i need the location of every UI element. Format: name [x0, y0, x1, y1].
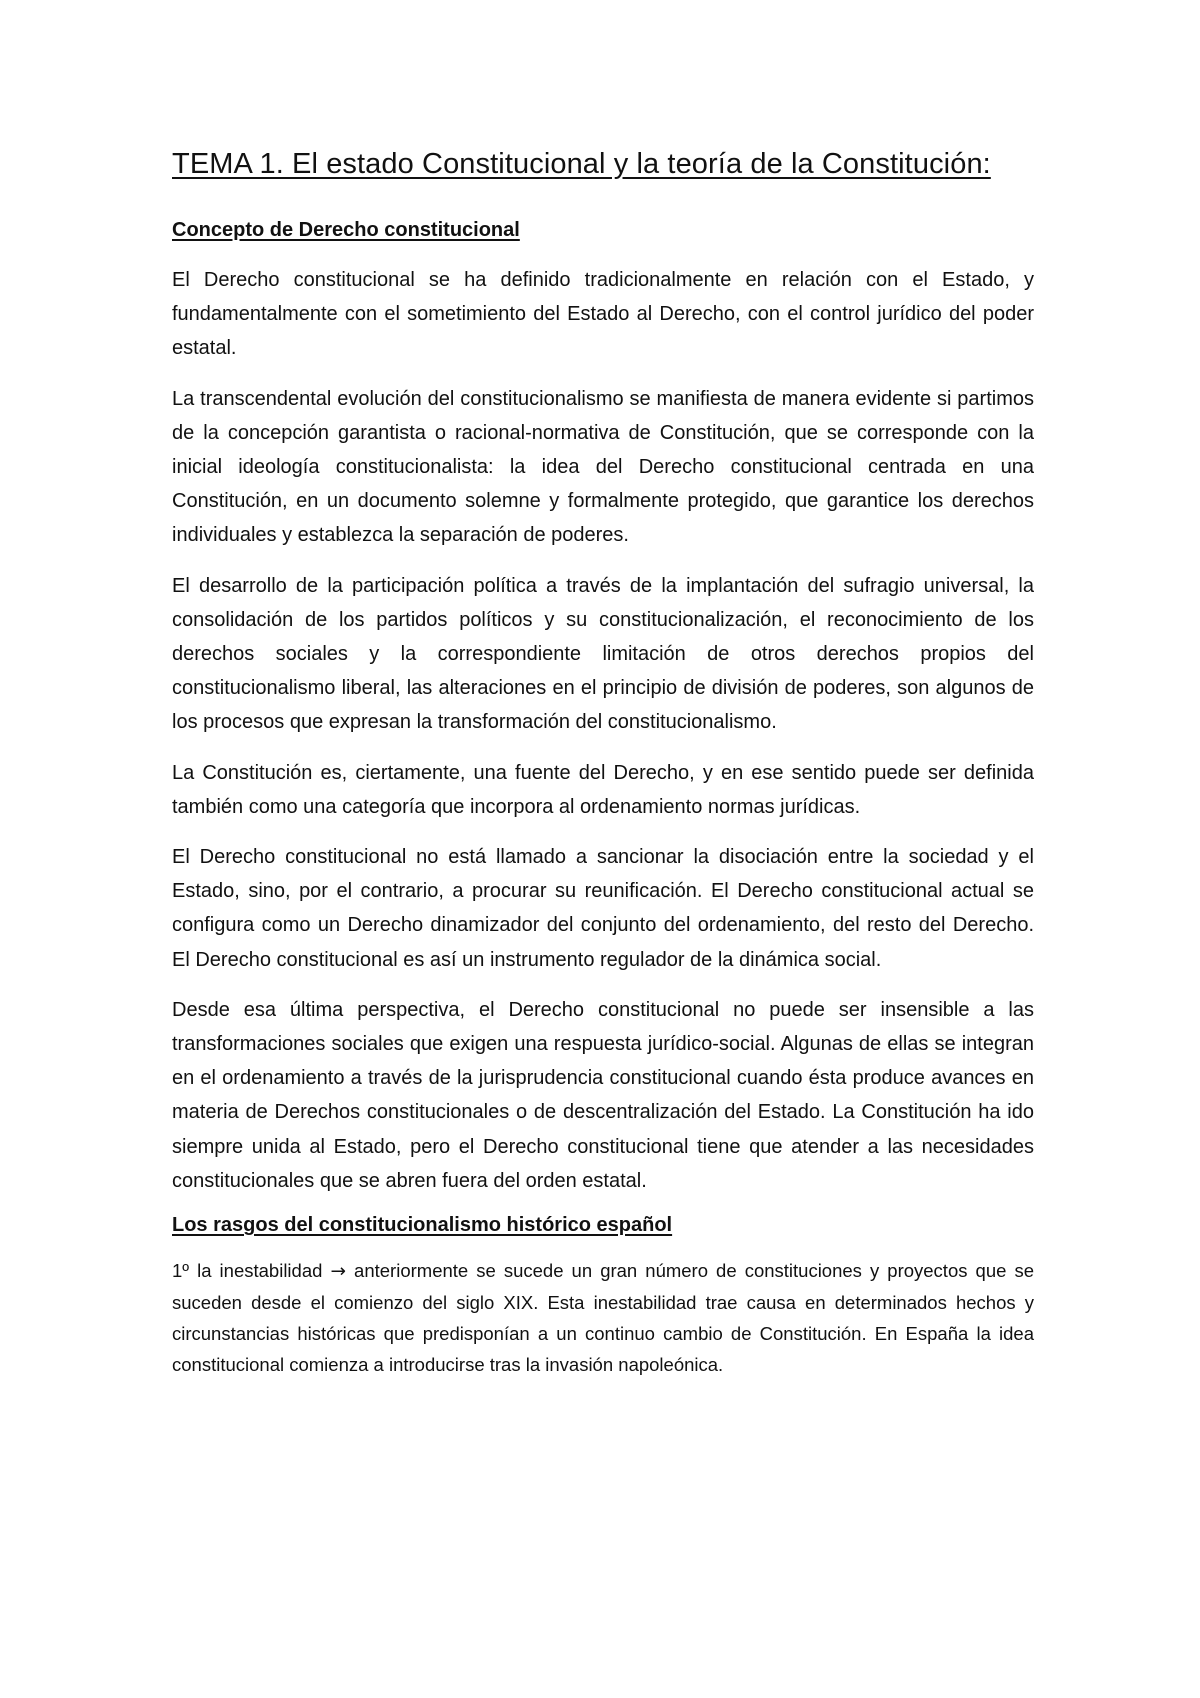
rasgo-item-lead: 1º la inestabilidad [172, 1260, 323, 1282]
paragraph-3: El desarrollo de la participación política a través de la implantación del sufragio universal, la consolidación de los partidos políticos y su constitucionalización, el reconocimiento de los derechos sociales y la correspondiente limitación de otros derechos propios del constitucionalismo liberal, las alteraciones en el principio de división de poderes, son algunos de los procesos que expresan la transformación del constitucionalismo. [172, 574, 1034, 734]
document-title: TEMA 1. El estado Constitucional y la teoría de la Constitución: [172, 148, 991, 180]
paragraph-4: La Constitución es, ciertamente, una fuente del Derecho, y en ese sentido puede ser definida también como una categoría que incorpora al ordenamiento normas jurídicas. [172, 761, 1034, 818]
paragraph-1: El Derecho constitucional se ha definido tradicionalmente en relación con el Estado, y fundamentalmente con el sometimiento del Estado al Derecho, con el control jurídico del poder estatal. [172, 269, 1034, 360]
arrow-right-icon: → [330, 1261, 346, 1283]
document-page [172, 148, 1034, 1380]
section-heading-concepto: Concepto de Derecho constitucional [172, 219, 520, 241]
section-heading-rasgos: Los rasgos del constitucionalismo histórico español [172, 1214, 673, 1237]
paragraph-6: Desde esa última perspectiva, el Derecho constitucional no puede ser insensible a las transformaciones sociales que exigen una respuesta jurídico-social. Algunas de ellas se integran en el ordenamiento a través de la jurisprudencia constitucional cuando ésta produce avances en materia de Derechos constitucionales o de descentralización del Estado. La Constitución ha ido siempre unida al Estado, pero el Derecho constitucional tiene que atender a las necesidades constitucionales que se abren fuera del orden estatal. [172, 998, 1034, 1192]
paragraph-5: El Derecho constitucional no está llamado a sancionar la disociación entre la sociedad y el Estado, sino, por el contrario, a procurar su reunificación. El Derecho constitucional actual se configura como un Derecho dinamizador del conjunto del ordenamiento, del resto del Derecho. El Derecho constitucional es así un instrumento regulador de la dinámica social. [172, 846, 1034, 971]
paragraph-2: La transcendental evolución del constitucionalismo se manifiesta de manera evidente si partimos de la concepción garantista o racional-normativa de Constitución, que se corresponde con la inicial ideología constitucionalista: la idea del Derecho constitucional centrada en una Constitución, en un documento solemne y formalmente protegido, que garantice los derechos individuales y establezca la separación de poderes. [172, 387, 1034, 547]
rasgo-item-text: anteriormente se sucede un gran número de constituciones y proyectos que se suceden desde el comienzo del siglo XIX. Esta inestabilidad trae causa en determinados hechos y circunstancias históricas que predisponían a un continuo cambio de Constitución. En España la idea constitucional comienza a introducirse tras la invasión napoleónica. [172, 1260, 1035, 1376]
rasgo-item-inestabilidad [172, 1255, 1034, 1380]
